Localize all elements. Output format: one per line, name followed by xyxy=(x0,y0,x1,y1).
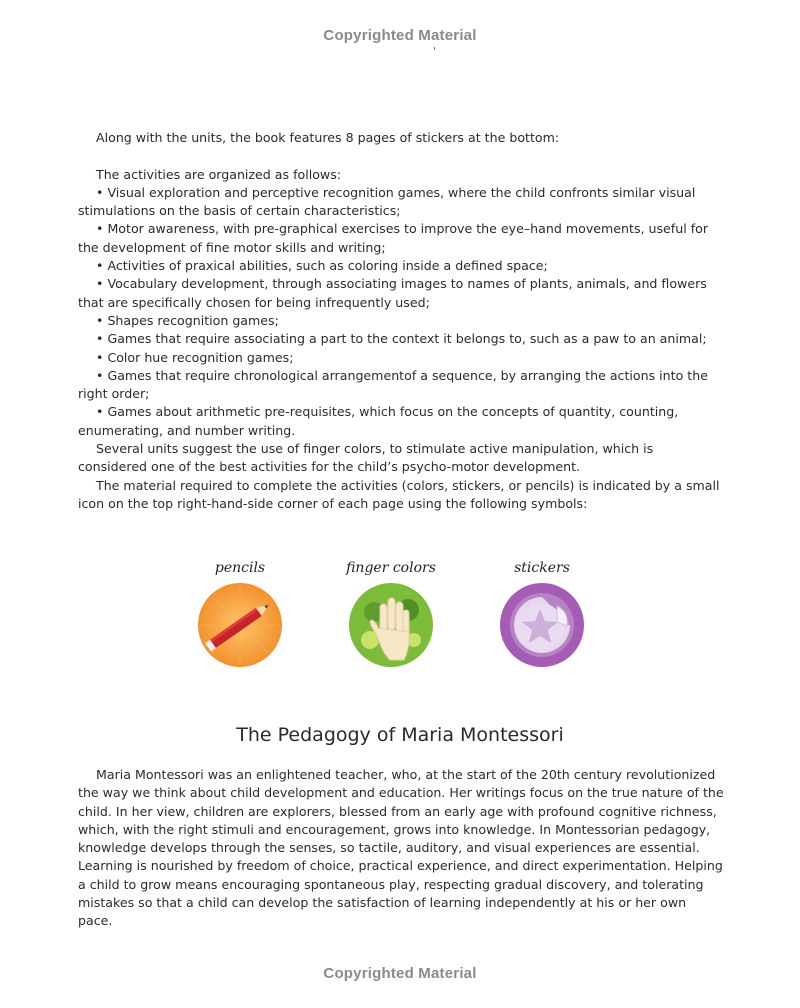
stickers-note: Along with the units, the book features 8 pages of stickers at the bottom: xyxy=(96,130,560,145)
legend-pencils xyxy=(180,558,300,668)
page-mark xyxy=(434,47,435,50)
activities-section xyxy=(78,129,724,440)
bullet-item: • Games that require associating a part to the context it belongs to, such as a paw to an animal; xyxy=(78,330,724,348)
pencils-label: pencils xyxy=(214,560,266,576)
legend-finger-colors xyxy=(331,558,451,668)
finger-colors-label: finger colors xyxy=(346,560,436,576)
bullet-item: • Games that require chronological arrangementof a sequence, by arranging the actions into the right order; xyxy=(78,367,724,404)
bullet-item: • Visual exploration and perceptive recognition games, where the child confronts similar visual stimulations on the basis of certain characteristics; xyxy=(78,184,724,221)
watermark-bottom: Copyrighted Material xyxy=(323,965,477,982)
legend-stickers xyxy=(482,558,602,668)
stickers-label: stickers xyxy=(514,560,570,576)
sticker-star-icon xyxy=(499,582,585,668)
materials-section xyxy=(78,440,724,513)
section-title: The Pedagogy of Maria Montessori xyxy=(236,724,564,746)
bullet-item: • Motor awareness, with pre-graphical exercises to improve the eye–hand movements, useful for the development of fine motor skills and writing; xyxy=(78,220,724,257)
pencil-icon xyxy=(197,582,283,668)
materials-paragraph: The material required to complete the activities (colors, stickers, or pencils) is indicated by a small icon on the top right-hand-side corner of each page using the following symbols: xyxy=(78,477,720,511)
activities-intro: The activities are organized as follows: xyxy=(96,166,342,182)
hand-icon xyxy=(348,582,434,668)
bullet-item: • Color hue recognition games; xyxy=(78,349,724,367)
spacer xyxy=(78,147,724,165)
montessori-section xyxy=(78,766,724,931)
bullet-item: • Shapes recognition games; xyxy=(78,312,724,330)
bullet-item: • Games about arithmetic pre-requisites, which focus on the concepts of quantity, counting, enumerating, and number writing. xyxy=(78,403,724,440)
finger-colors-paragraph: Several units suggest the use of finger colors, to stimulate active manipulation, which is considered one of the best activities for the child’s psycho-motor development. xyxy=(78,441,654,475)
bullet-item: • Activities of praxical abilities, such as coloring inside a defined space; xyxy=(78,257,724,275)
montessori-paragraph: Maria Montessori was an enlightened teacher, who, at the start of the 20th century revolutionized the way we think about child development and education. Her writings focus on the true nature of the child. In her view, children are explorers, blessed from an early age with profound cognitive richness, which, with the right stimuli and encouragement, grows into knowledge. In Montessorian pedagogy, knowledge develops through the senses, so tactile, auditory, and visual experiences are essential. Learning is nourished by freedom of choice, practical experience, and direct experimentation. Helping a child to grow means encouraging spontaneous play, respecting gradual discovery, and tolerating mistakes so that a child can develop the satisfaction of learning independently at his or her own pace. xyxy=(78,767,724,929)
bullet-item: • Vocabulary development, through associating images to names of plants, animals, and flowers that are specifically chosen for being infrequently used; xyxy=(78,275,724,312)
watermark-top: Copyrighted Material xyxy=(323,27,477,44)
